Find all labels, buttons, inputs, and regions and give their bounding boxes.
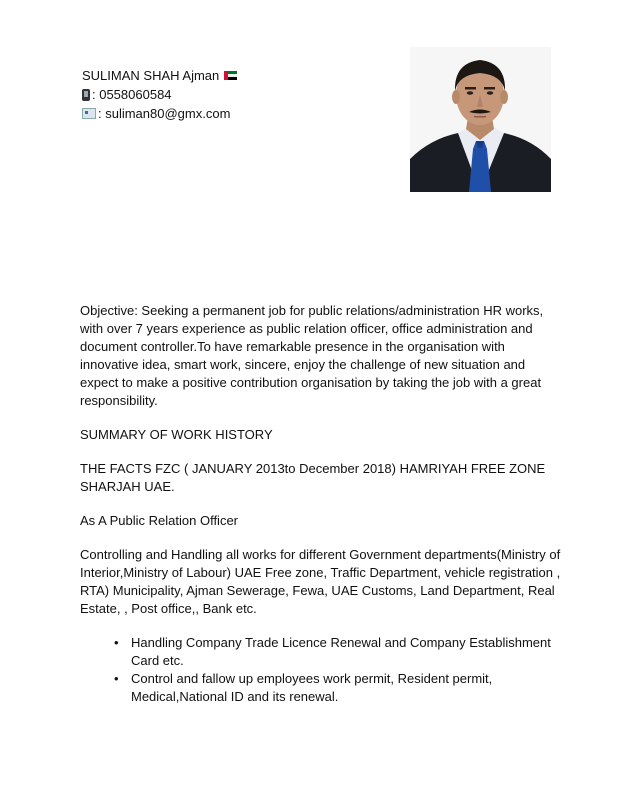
resume-body bbox=[80, 302, 565, 706]
phone-number: : 0558060584 bbox=[92, 87, 172, 102]
summary-heading: SUMMARY OF WORK HISTORY bbox=[80, 427, 273, 442]
portrait-image bbox=[410, 47, 551, 192]
email-line bbox=[82, 104, 237, 123]
responsibility-list bbox=[80, 634, 565, 706]
employer-line: THE FACTS FZC ( JANUARY 2013to December 2018) HAMRIYAH FREE ZONE SHARJAH UAE. bbox=[80, 461, 546, 494]
candidate-name: SULIMAN SHAH Ajman bbox=[82, 68, 220, 83]
name-line bbox=[82, 66, 237, 85]
phone-icon bbox=[82, 89, 90, 101]
duties-paragraph: Controlling and Handling all works for different Government departments(Ministry of Interior,Ministry of Labour) UAE Free zone, Traffic Department, vehicle registration , RTA) Municipality, Ajman Sewerage, Fewa, UAE Customs, Land Department, Real Estate, , Post office,, Bank etc. bbox=[80, 547, 561, 616]
uae-flag-icon bbox=[224, 71, 237, 80]
profile-photo bbox=[410, 47, 551, 192]
role-line: As A Public Relation Officer bbox=[80, 513, 239, 528]
list-item: • Control and fallow up employees work permit, Resident permit, Medical,National ID and its renewal. bbox=[80, 670, 565, 706]
email-card-icon bbox=[82, 108, 96, 119]
objective-paragraph: Objective: Seeking a permanent job for public relations/administration HR works, with over 7 years experience as public relation officer, office administration and document controller.To have remarkable presence in the organisation with innovative idea, smart work, sincere, enjoy the challenge of new situation and expect to make a positive contribution organisation by taking the job with a great responsibility. bbox=[80, 303, 544, 408]
list-item: • Handling Company Trade Licence Renewal and Company Establishment Card etc. bbox=[80, 634, 565, 670]
contact-header bbox=[82, 66, 237, 123]
email-address: : suliman80@gmx.com bbox=[98, 106, 231, 121]
phone-line bbox=[82, 85, 237, 104]
